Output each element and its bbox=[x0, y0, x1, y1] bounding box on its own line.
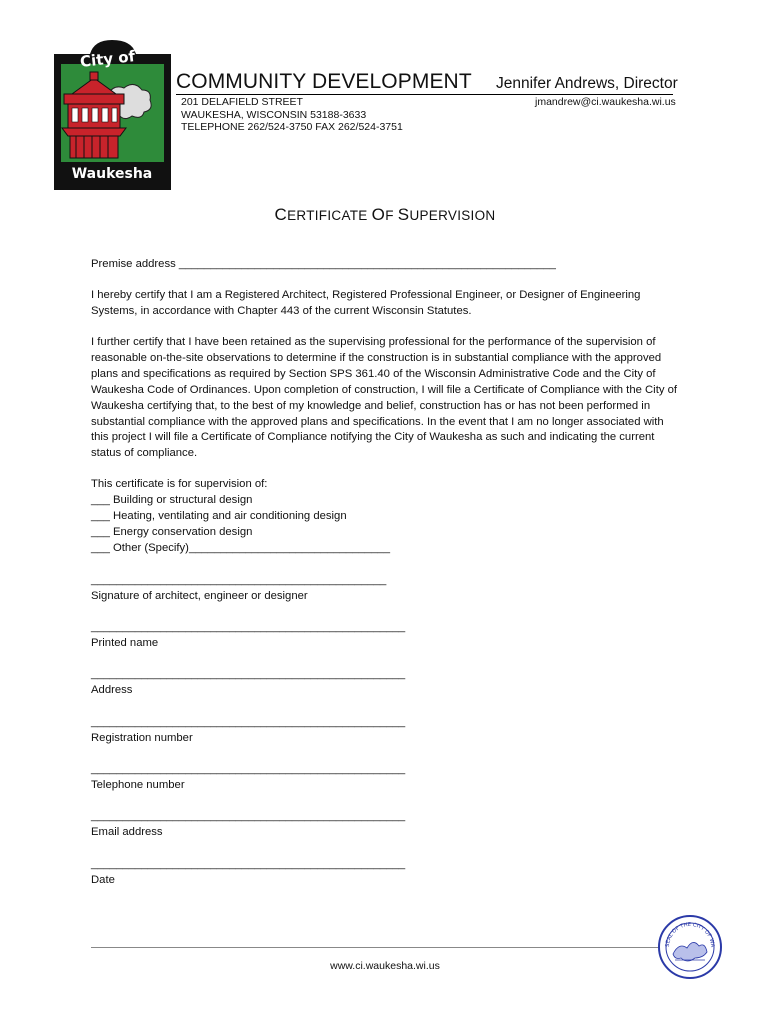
email-address-field[interactable]: __________________________________________________ Email address bbox=[91, 809, 405, 841]
registration-number-field[interactable]: __________________________________________________ Registration number bbox=[91, 715, 405, 747]
date-label: Date bbox=[91, 873, 115, 886]
option-building[interactable]: ___ Building or structural design bbox=[91, 493, 253, 506]
city-seal-icon bbox=[657, 914, 723, 980]
address-field[interactable]: __________________________________________________ Address bbox=[91, 667, 405, 699]
date-field[interactable]: __________________________________________________ Date bbox=[91, 857, 405, 889]
director-email: jmandrew@ci.waukesha.wi.us bbox=[535, 96, 676, 108]
phone-fax-line: TELEPHONE 262/524-3750 FAX 262/524-3751 bbox=[181, 121, 403, 133]
director-name: Jennifer Andrews, Director bbox=[496, 75, 678, 92]
logo-top-text: City of bbox=[79, 47, 136, 71]
address-label: Address bbox=[91, 683, 133, 696]
printed-name-field[interactable]: __________________________________________________ Printed name bbox=[91, 620, 405, 652]
certificate-title: CERTIFICATE OF SUPERVISION bbox=[274, 205, 496, 224]
telephone-number-label: Telephone number bbox=[91, 778, 185, 791]
certification-paragraph-2: I further certify that I have been retained as the supervising professional for the performance of the supervision of reasonable on-the-site observations to determine if the construction is in substantial compliance with the approved plans and specifications as required by Section SPS 361.40 of the Wisconsin Administrative Code and the City of Waukesha Code of Ordinances. Upon completion of construction, I will file a Certificate of Compliance with the City of Waukesha certifying that, to the best of my knowledge and belief, construction has or has not been performed in substantial compliance with the approved plans and specifications. In the event that I am no longer associated with this project I will file a Certificate of Compliance notifying the City of Waukesha as such and indicating the current status of compliance. bbox=[91, 336, 678, 460]
certification-paragraph-1: I hereby certify that I am a Registered Architect, Registered Professional Engineer, or Designer of Engineering Systems, in accordance with Chapter 443 of the current Wisconsin Statutes. bbox=[91, 289, 641, 317]
department-title: COMMUNITY DEVELOPMENT bbox=[176, 70, 472, 93]
signature-field[interactable]: _______________________________________________ Signature of architect, engineer or designer bbox=[91, 573, 386, 605]
seal-ring-text: SEAL OF THE CITY OF WA bbox=[664, 921, 716, 948]
header-divider bbox=[176, 94, 673, 95]
signature-label: Signature of architect, engineer or designer bbox=[91, 589, 308, 602]
footer-divider bbox=[91, 947, 661, 948]
address-line-1: 201 DELAFIELD STREET bbox=[181, 96, 303, 108]
supervision-options bbox=[91, 477, 683, 557]
option-energy[interactable]: ___ Energy conservation design bbox=[91, 525, 253, 538]
footer-website[interactable]: www.ci.waukesha.wi.us bbox=[330, 960, 440, 972]
printed-name-label: Printed name bbox=[91, 636, 159, 649]
supervision-intro: This certificate is for supervision of: bbox=[91, 478, 268, 490]
department-address bbox=[181, 96, 403, 134]
logo-bottom-text: Waukesha bbox=[71, 166, 153, 182]
email-address-label: Email address bbox=[91, 825, 163, 838]
registration-number-label: Registration number bbox=[91, 731, 193, 744]
premise-address-field[interactable]: Premise address ____________________________________________________________ bbox=[91, 258, 556, 270]
telephone-number-field[interactable]: __________________________________________________ Telephone number bbox=[91, 762, 405, 794]
option-other[interactable]: ___ Other (Specify)________________________________ bbox=[91, 541, 390, 554]
city-of-waukesha-logo bbox=[50, 36, 174, 192]
option-hvac[interactable]: ___ Heating, ventilating and air conditioning design bbox=[91, 509, 347, 522]
address-line-2: WAUKESHA, WISCONSIN 53188-3633 bbox=[181, 108, 367, 121]
